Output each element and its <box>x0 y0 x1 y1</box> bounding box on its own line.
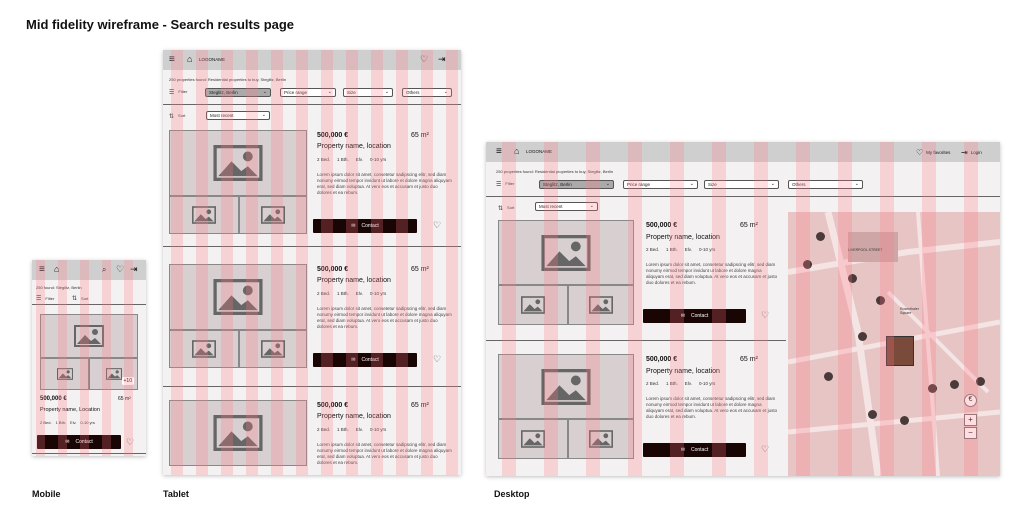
sort-button[interactable] <box>72 295 88 302</box>
favorite-heart-icon[interactable]: ♡ <box>433 354 442 364</box>
results-count-text: 250 properties found: Residential properties to buy, Steglitz, Berlin <box>169 77 287 82</box>
contact-label: Contact <box>361 357 379 363</box>
filter-icon: ☰ <box>36 296 42 302</box>
my-favorites-label: My favorites <box>926 150 951 155</box>
size-select[interactable] <box>343 88 393 97</box>
listing-main-photo[interactable] <box>169 400 307 466</box>
listing-name: Property name, location <box>317 277 391 284</box>
bath-feature: 1 Bth. <box>666 381 678 386</box>
bed-feature: 2 Bed. <box>317 157 331 162</box>
listing-thumb-photo[interactable] <box>40 358 89 390</box>
bed-feature: 2 Bed. <box>317 427 331 432</box>
location-value: Steglitz, Berlin <box>209 90 238 95</box>
login-label: Login <box>970 150 982 155</box>
filter-button[interactable] <box>36 295 54 302</box>
listing-area: 65 m² <box>740 222 758 229</box>
desktop-nav-bar <box>486 142 1000 162</box>
price-range-value: Price range <box>284 90 308 95</box>
bed-feature: 2 Bed. <box>317 291 331 296</box>
others-value: Others <box>792 182 806 187</box>
sort-label: Sort <box>81 296 89 301</box>
map-landmark-image[interactable] <box>886 336 914 366</box>
mobile-nav-bar <box>32 260 146 280</box>
zoom-out-button[interactable]: − <box>964 427 977 439</box>
price-range-select[interactable] <box>623 180 698 189</box>
sort-value: Most recent <box>210 113 234 118</box>
size-value: Size <box>347 90 356 95</box>
bed-feature: 2 Bed. <box>646 247 660 252</box>
listing-thumb-photo[interactable] <box>568 419 634 459</box>
elevator-feature: Elv. <box>355 427 363 432</box>
location-select[interactable] <box>205 88 271 97</box>
menu-icon[interactable]: ≡ <box>169 54 175 65</box>
mail-icon: ✉ <box>680 447 685 453</box>
listing-thumb-photo[interactable] <box>89 358 138 390</box>
listing-main-photo[interactable] <box>498 220 634 285</box>
mail-icon: ✉ <box>351 223 356 229</box>
listing-description: Lorem ipsum dolor sit amet, consetetur sadipscing elitr, sed diam nonumy eirmod tempor invidunt ut labore et dolore magna aliquyam erat, sed diam voluptua. At vero eos et accusam et justo duo dolores et ea rebum. <box>317 172 452 195</box>
elevator-feature: Elv. <box>684 247 692 252</box>
image-placeholder-icon <box>589 430 613 448</box>
filter-label: Filter <box>178 89 188 94</box>
listing-card[interactable] <box>163 262 461 382</box>
bed-feature: 2 Bed. <box>40 420 52 425</box>
locate-me-button[interactable]: € <box>964 394 977 407</box>
listing-area: 65 m² <box>740 356 758 363</box>
image-placeholder-icon <box>213 279 263 315</box>
filter-button[interactable] <box>496 181 514 188</box>
map-view[interactable] <box>788 212 1000 476</box>
map-pin[interactable] <box>900 416 909 425</box>
listing-main-photo[interactable] <box>40 314 138 358</box>
map-pin[interactable] <box>803 260 812 269</box>
mobile-frame <box>32 260 146 456</box>
sort-select[interactable] <box>535 202 598 211</box>
contact-label: Contact <box>690 447 709 453</box>
map-label: LIVERPOOL STREET <box>848 248 883 252</box>
listing-area: 65 m² <box>118 396 131 402</box>
desktop-frame <box>486 142 1000 476</box>
contact-button[interactable] <box>313 353 417 367</box>
map-pin[interactable] <box>950 380 959 389</box>
listing-card[interactable] <box>486 354 786 474</box>
chevron-down-icon: ⌄ <box>605 181 610 187</box>
divider <box>486 340 786 341</box>
sort-icon: ⇅ <box>72 296 78 302</box>
bath-feature: 1 Bth. <box>55 420 67 425</box>
divider <box>163 386 461 387</box>
map-pin[interactable] <box>824 372 833 381</box>
heart-icon[interactable]: ♡ <box>420 54 429 64</box>
map-pin[interactable] <box>976 377 985 386</box>
chevron-down-icon: ⌄ <box>689 181 694 187</box>
contact-label: Contact <box>690 313 709 319</box>
image-placeholder-icon <box>213 415 263 451</box>
listing-area: 65 m² <box>411 402 429 409</box>
logo-label: LOGONAME <box>526 149 553 154</box>
others-select[interactable] <box>788 180 863 189</box>
listing-price: 500,000 € <box>40 396 67 402</box>
listing-card[interactable] <box>163 398 461 475</box>
price-range-select[interactable] <box>280 88 336 97</box>
listing-price: 500,000 € <box>317 266 349 273</box>
filter-label: Filter <box>505 181 515 186</box>
map-pin[interactable] <box>868 410 877 419</box>
tablet-frame <box>163 50 461 475</box>
sort-label: Sort <box>178 113 186 118</box>
size-value: Size <box>708 182 717 187</box>
elevator-feature: Elv. <box>355 291 363 296</box>
listing-name: Property name, location <box>646 368 720 375</box>
age-feature: 0-10 yrs <box>369 291 387 296</box>
listing-thumb-photo[interactable] <box>239 196 307 234</box>
listing-description: Lorem ipsum dolor sit amet, consetetur sadipscing elitr, sed diam nonumy eirmod tempor invidunt ut labore et dolore magna aliquyam erat, sed diam voluptua. At vero eos et accusam et justo duo dolores et ea rebum. <box>317 306 452 329</box>
sort-value: Most recent <box>539 204 563 209</box>
chevron-down-icon: ⌄ <box>384 89 389 95</box>
bed-feature: 2 Bed. <box>646 381 660 386</box>
image-placeholder-icon <box>541 235 591 271</box>
menu-icon[interactable]: ≡ <box>39 264 45 275</box>
listing-features <box>40 420 95 425</box>
bath-feature: 1 Bth. <box>666 247 678 252</box>
others-select[interactable] <box>402 88 452 97</box>
elevator-feature: Elv. <box>70 420 77 425</box>
favorite-heart-icon[interactable]: ♡ <box>126 437 135 447</box>
age-feature: 0-10 yrs <box>369 157 387 162</box>
contact-button[interactable] <box>643 443 746 457</box>
location-select[interactable] <box>539 180 614 189</box>
listing-thumb-photo[interactable] <box>239 330 307 368</box>
image-placeholder-icon <box>192 206 216 224</box>
image-placeholder-icon <box>589 296 613 314</box>
image-placeholder-icon <box>521 296 545 314</box>
listing-thumb-photo[interactable] <box>568 285 634 325</box>
listing-name: Property name, location <box>317 413 391 420</box>
divider <box>32 453 146 454</box>
image-placeholder-icon <box>213 145 263 181</box>
image-placeholder-icon <box>521 430 545 448</box>
contact-label: Contact <box>361 223 379 229</box>
listing-name: Property name, location <box>646 234 720 241</box>
listing-thumb-photo[interactable] <box>169 196 239 234</box>
sort-label: Sort <box>507 205 515 210</box>
filter-button[interactable] <box>169 89 187 96</box>
listing-thumb-photo[interactable] <box>169 330 239 368</box>
results-count-text: 250 found: Steglitz, Berlin <box>36 285 82 290</box>
contact-label: Contact <box>75 439 93 445</box>
image-placeholder-icon <box>57 368 73 380</box>
image-placeholder-icon <box>106 368 122 380</box>
image-placeholder-icon <box>261 340 285 358</box>
others-value: Others <box>406 90 420 95</box>
listing-main-photo[interactable] <box>169 130 307 196</box>
chevron-down-icon: ⌄ <box>327 89 332 95</box>
chevron-down-icon: ⌄ <box>854 181 859 187</box>
sort-icon: ⇅ <box>169 114 175 120</box>
divider <box>163 104 461 105</box>
contact-button[interactable] <box>643 309 746 323</box>
listing-thumb-photo[interactable] <box>498 419 568 459</box>
image-placeholder-icon <box>541 369 591 405</box>
more-photos-badge: +10 <box>123 378 132 384</box>
divider <box>163 246 461 247</box>
image-placeholder-icon <box>74 325 104 347</box>
map-label: Rosenthaler Square <box>900 307 919 315</box>
divider <box>32 304 146 305</box>
chevron-down-icon: ⌄ <box>261 112 266 118</box>
divider <box>486 196 1000 197</box>
map-pin[interactable] <box>876 296 885 305</box>
desktop-caption: Desktop <box>494 489 530 499</box>
listing-card[interactable] <box>486 220 786 340</box>
mail-icon: ✉ <box>680 313 685 319</box>
location-value: Steglitz, Berlin <box>543 182 572 187</box>
listing-description: Lorem ipsum dolor sit amet, consetetur sadipscing elitr, sed diam nonumy eirmod tempor invidunt ut labore et dolore magna aliquyam erat, sed diam voluptua. At vero eos et accusam et justo duo dolores et ea rebum. <box>646 396 778 419</box>
elevator-feature: Elv. <box>684 381 692 386</box>
listing-price: 500,000 € <box>317 132 349 139</box>
tablet-nav-bar <box>163 50 461 70</box>
map-pin[interactable] <box>858 332 867 341</box>
chevron-down-icon: ⌄ <box>589 203 594 209</box>
listing-price: 500,000 € <box>317 402 349 409</box>
favorite-heart-icon[interactable]: ♡ <box>761 444 770 454</box>
sort-select[interactable] <box>206 111 270 120</box>
image-placeholder-icon <box>192 340 216 358</box>
login-icon: ⇥ <box>961 148 968 157</box>
listing-features <box>317 427 386 432</box>
sort-button[interactable] <box>169 113 185 120</box>
listing-main-photo[interactable] <box>498 354 634 419</box>
search-icon[interactable]: ⌕ <box>102 265 107 274</box>
favorite-heart-icon[interactable]: ♡ <box>433 220 442 230</box>
age-feature: 0-10 yrs <box>80 420 95 425</box>
listing-price: 500,000 € <box>646 222 678 229</box>
mail-icon: ✉ <box>65 439 70 445</box>
tablet-caption: Tablet <box>163 489 189 499</box>
mobile-caption: Mobile <box>32 489 61 499</box>
heart-icon[interactable]: ♡ <box>116 264 125 274</box>
price-range-value: Price range <box>627 182 651 187</box>
listing-features <box>646 381 715 386</box>
elevator-feature: Elv. <box>355 157 363 162</box>
listing-name: Property name, Location <box>40 407 100 413</box>
chevron-down-icon: ⌄ <box>770 181 775 187</box>
contact-button[interactable] <box>37 435 121 449</box>
listing-features <box>317 291 386 296</box>
listing-features <box>317 157 386 162</box>
zoom-in-button[interactable]: + <box>964 414 977 426</box>
my-favorites-link[interactable] <box>916 148 950 157</box>
home-icon[interactable]: ⌂ <box>187 54 193 64</box>
chevron-down-icon: ⌄ <box>443 89 448 95</box>
size-select[interactable] <box>704 180 779 189</box>
bath-feature: 1 Bth. <box>337 157 349 162</box>
login-link[interactable] <box>961 148 982 157</box>
age-feature: 0-10 yrs <box>369 427 387 432</box>
logo-label: LOGONAME <box>199 57 226 62</box>
filter-label: Filter <box>45 296 55 301</box>
menu-icon[interactable]: ≡ <box>496 146 502 157</box>
listing-main-photo[interactable] <box>169 264 307 330</box>
home-icon[interactable]: ⌂ <box>514 146 520 156</box>
listing-features <box>646 247 715 252</box>
chevron-down-icon: ⌄ <box>262 89 267 95</box>
listing-price: 500,000 € <box>646 356 678 363</box>
filter-icon: ☰ <box>496 182 502 188</box>
map-pin[interactable] <box>928 384 937 393</box>
listing-thumb-photo[interactable] <box>498 285 568 325</box>
mail-icon: ✉ <box>351 357 356 363</box>
listing-area: 65 m² <box>411 132 429 139</box>
results-count-text: 250 properties found: Residential properties to buy, Steglitz, Berlin <box>496 169 614 174</box>
sort-button[interactable] <box>498 205 514 212</box>
listing-description: Lorem ipsum dolor sit amet, consetetur sadipscing elitr, sed diam nonumy eirmod tempor invidunt ut labore et dolore magna aliquyam erat, sed diam voluptua. At vero eos et accusam et justo duo dolores et ea rebum. <box>317 442 452 465</box>
contact-button[interactable] <box>313 219 417 233</box>
login-icon[interactable]: ⇥ <box>438 54 446 64</box>
bath-feature: 1 Bth. <box>337 291 349 296</box>
sort-icon: ⇅ <box>498 206 504 212</box>
map-pin[interactable] <box>816 232 825 241</box>
listing-name: Property name, location <box>317 143 391 150</box>
age-feature: 0-10 yrs <box>698 247 716 252</box>
login-icon[interactable]: ⇥ <box>130 264 138 274</box>
bath-feature: 1 Bth. <box>337 427 349 432</box>
filter-icon: ☰ <box>169 90 175 96</box>
home-icon[interactable]: ⌂ <box>54 264 60 274</box>
map-pin[interactable] <box>848 274 857 283</box>
heart-icon: ♡ <box>916 148 924 157</box>
favorite-heart-icon[interactable]: ♡ <box>761 310 770 320</box>
listing-area: 65 m² <box>411 266 429 273</box>
age-feature: 0-10 yrs <box>698 381 716 386</box>
listing-description: Lorem ipsum dolor sit amet, consetetur sadipscing elitr, sed diam nonumy eirmod tempor invidunt ut labore et dolore magna aliquyam erat, sed diam voluptua. At vero eos et accusam et justo duo dolores et ea rebum. <box>646 262 778 285</box>
listing-card[interactable] <box>163 128 461 248</box>
page-title: Mid fidelity wireframe - Search results page <box>26 17 295 32</box>
image-placeholder-icon <box>261 206 285 224</box>
